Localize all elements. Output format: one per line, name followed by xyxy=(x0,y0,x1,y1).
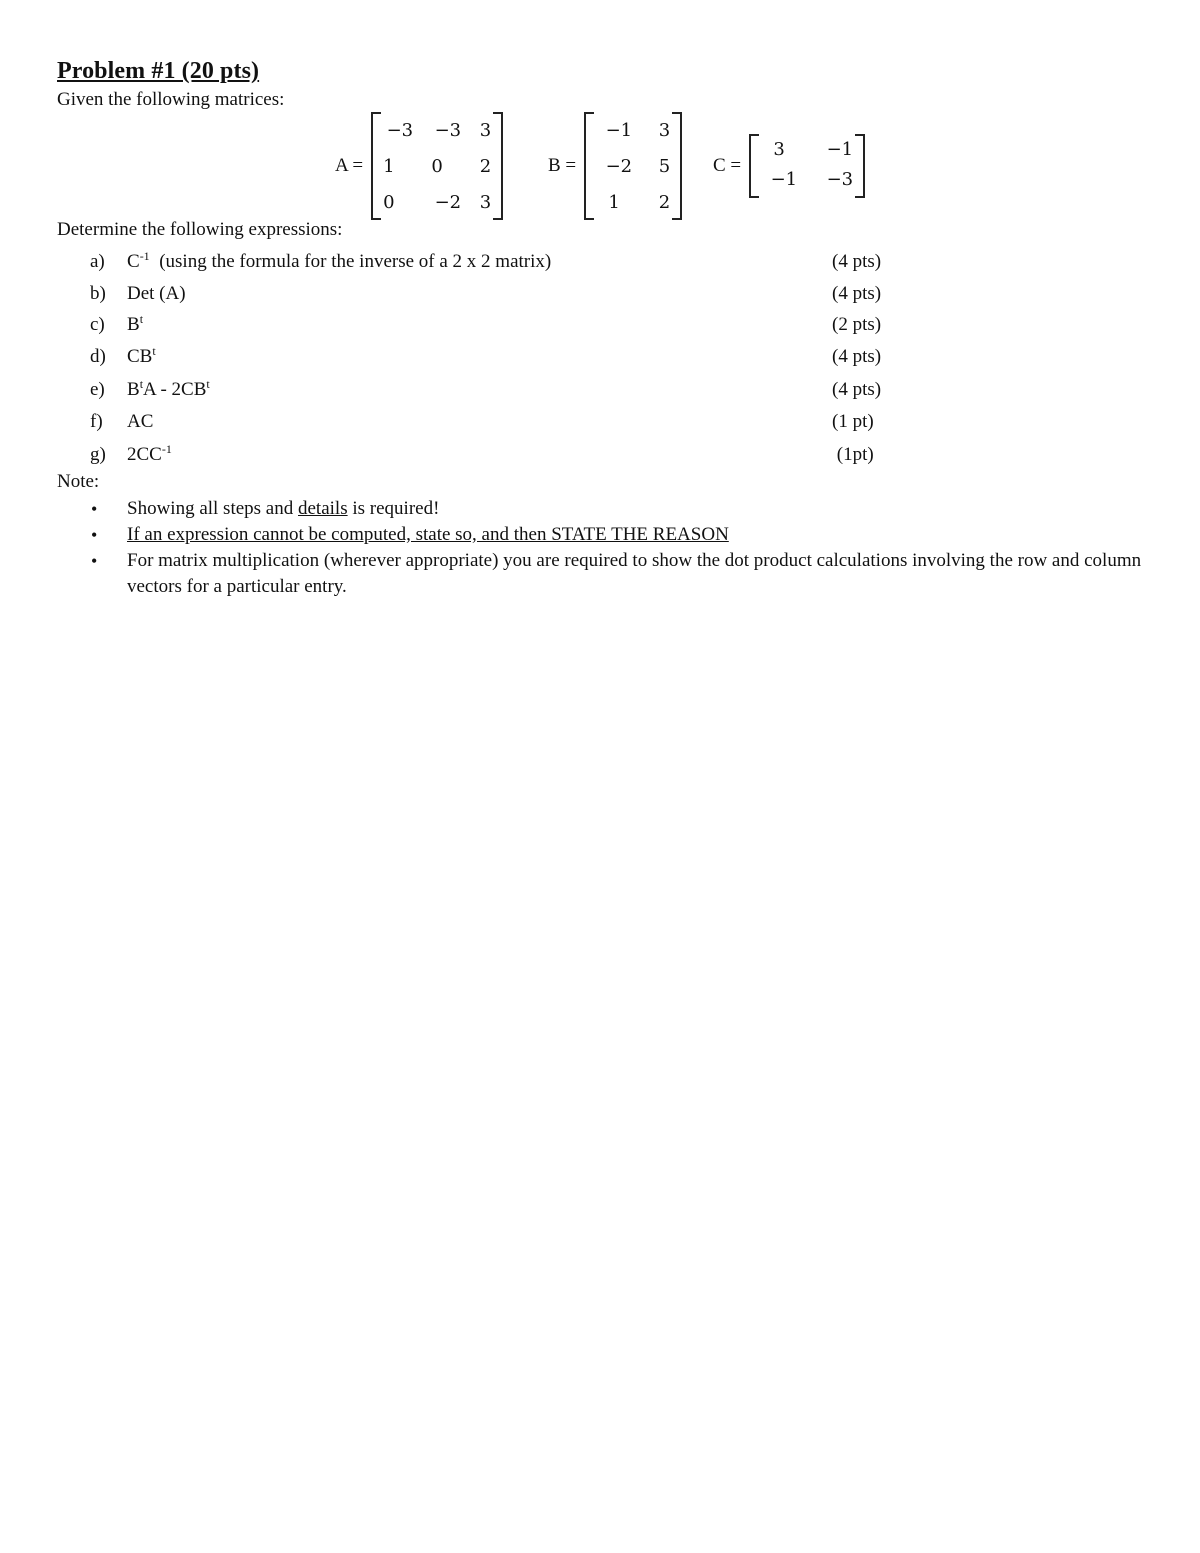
expr-base: AC xyxy=(127,411,154,432)
matrix-cell: 2 xyxy=(658,191,671,213)
matrix-cell: −3 xyxy=(826,168,854,190)
matrix-cell: 1 xyxy=(383,155,395,177)
left-bracket xyxy=(584,112,594,220)
expr-base: B xyxy=(127,314,140,335)
item-expression xyxy=(127,444,172,466)
item-points: (4 pts) xyxy=(832,251,882,272)
item-expression xyxy=(127,314,143,336)
matrix-cell: 2 xyxy=(479,155,492,177)
bullet-icon: • xyxy=(91,551,98,571)
matrix-b xyxy=(548,112,682,220)
matrix-cell: −3 xyxy=(386,119,414,141)
expr-base: C xyxy=(127,251,140,272)
matrix-cell: 3 xyxy=(479,191,492,213)
item-points: (1 pt) xyxy=(832,411,874,432)
list-item xyxy=(0,379,1200,411)
matrix-cell: −1 xyxy=(770,168,798,190)
matrix-cell: −1 xyxy=(826,138,854,160)
expr-rest: (using the formula for the inverse of a 2 x 2 matrix) xyxy=(149,251,552,272)
determine-text: Determine the following expressions: xyxy=(57,219,343,240)
matrix-cell: −3 xyxy=(434,119,462,141)
matrix-cell: 0 xyxy=(383,191,395,213)
matrix-cell: 0 xyxy=(431,155,443,177)
list-item xyxy=(0,411,1200,443)
expr-base: CB xyxy=(127,346,153,367)
item-points: (4 pts) xyxy=(832,346,882,367)
expr-sup: -1 xyxy=(161,442,172,456)
item-points: (4 pts) xyxy=(832,283,882,304)
bullet-icon: • xyxy=(91,525,98,545)
list-item xyxy=(0,314,1200,346)
matrix-c-grid xyxy=(759,134,855,198)
item-expression xyxy=(127,283,186,305)
item-letter: a) xyxy=(90,251,105,272)
matrix-b-grid xyxy=(594,112,672,220)
item-expression xyxy=(127,346,156,368)
left-bracket xyxy=(371,112,381,220)
matrix-cell: −2 xyxy=(434,191,462,213)
expr-sup: t xyxy=(206,377,210,391)
matrix-a-label: A = xyxy=(335,155,364,176)
matrix-a xyxy=(335,112,503,220)
right-bracket xyxy=(493,112,503,220)
note-text: If an expression cannot be computed, state so, and then STATE THE REASON xyxy=(127,524,729,545)
list-item xyxy=(0,346,1200,378)
expr-base: B xyxy=(127,379,140,400)
underlined-word: details xyxy=(298,498,348,519)
note-text: is required! xyxy=(347,498,440,519)
item-letter: e) xyxy=(90,379,105,400)
problem-title: Problem #1 (20 pts) xyxy=(57,58,260,84)
note-item xyxy=(0,522,1147,548)
note-text: Showing all steps and xyxy=(127,498,298,519)
expr-base: Det (A) xyxy=(127,283,186,304)
item-letter: f) xyxy=(90,411,103,432)
matrix-cell: 1 xyxy=(608,191,620,213)
left-bracket xyxy=(749,134,759,198)
list-item xyxy=(0,283,1200,315)
note-text: For matrix multiplication (wherever appropriate) you are required to show the dot product calculations involving the row and column vectors for a particular entry. xyxy=(127,550,1142,597)
note-item xyxy=(0,548,1147,600)
expr-base: 2CC xyxy=(127,444,162,465)
item-points: (2 pts) xyxy=(832,314,882,335)
note-item xyxy=(0,496,1147,522)
matrix-cell: 5 xyxy=(658,155,671,177)
item-points: (4 pts) xyxy=(832,379,882,400)
item-expression xyxy=(127,379,210,401)
list-item xyxy=(0,444,1200,476)
item-points: (1pt) xyxy=(832,444,874,465)
note-list xyxy=(0,496,1200,600)
item-expression xyxy=(127,411,153,433)
matrix-a-grid xyxy=(381,112,493,220)
expr-rest: A - 2CB xyxy=(143,379,207,400)
right-bracket xyxy=(672,112,682,220)
expr-sup: t xyxy=(139,312,144,326)
intro-text: Given the following matrices: xyxy=(57,89,285,110)
list-item xyxy=(0,251,1200,283)
note-label: Note: xyxy=(57,471,100,492)
item-expression xyxy=(127,251,551,273)
matrix-c-label: C = xyxy=(713,155,742,176)
matrix-cell: 3 xyxy=(658,119,671,141)
matrix-b-label: B = xyxy=(548,155,577,176)
matrix-cell: −2 xyxy=(605,155,633,177)
item-letter: c) xyxy=(90,314,105,335)
matrix-cell: −1 xyxy=(605,119,633,141)
matrix-cell: 3 xyxy=(479,119,492,141)
item-letter: g) xyxy=(90,444,106,465)
item-letter: b) xyxy=(90,283,106,304)
item-letter: d) xyxy=(90,346,106,367)
matrix-cell: 3 xyxy=(773,138,785,160)
matrix-c xyxy=(713,134,865,198)
expr-sup: t xyxy=(152,344,156,358)
expr-sup: t xyxy=(139,377,144,391)
expr-sup: -1 xyxy=(139,249,150,263)
right-bracket xyxy=(855,134,865,198)
bullet-icon: • xyxy=(91,499,98,519)
